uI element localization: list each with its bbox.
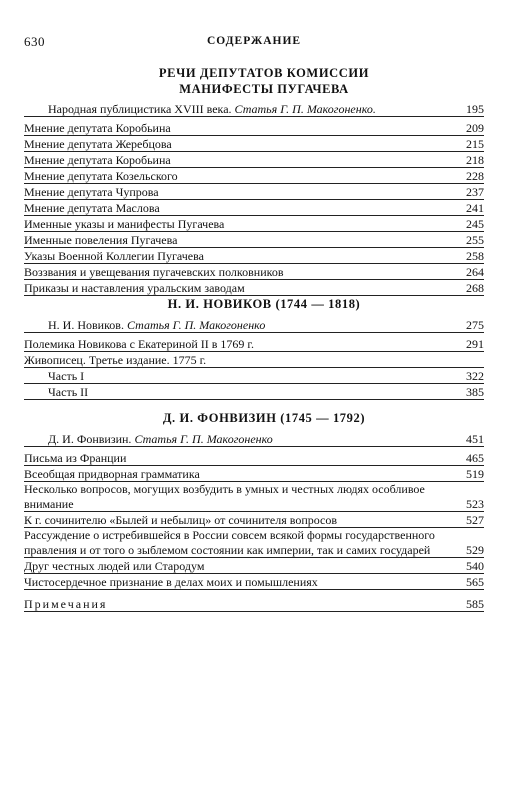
entry-page: 585	[466, 597, 484, 611]
toc-entry[interactable]	[24, 384, 484, 400]
toc-entry[interactable]	[24, 596, 484, 612]
entry-title: Народная публицистика XVIII века.	[48, 102, 232, 116]
toc-section-3	[24, 431, 484, 612]
section-title: Н. И. НОВИКОВ (1744 — 1818)	[167, 297, 361, 311]
entry-page: 565	[466, 575, 484, 589]
entry-title: Д. И. Фонвизин.	[48, 432, 132, 446]
entry-page: 523	[466, 497, 484, 511]
entry-title: Друг честных людей или Стародум	[24, 559, 205, 573]
entry-underline	[24, 116, 484, 117]
toc-entry[interactable]	[24, 528, 484, 558]
toc-entry[interactable]	[24, 512, 484, 528]
entry-title: Приказы и наставления уральским заводам	[24, 281, 245, 295]
running-head: СОДЕРЖАНИЕ	[206, 35, 302, 47]
entry-title: Воззвания и увещевания пугачевских полковников	[24, 265, 284, 279]
toc-entry[interactable]	[24, 168, 484, 184]
toc-entry[interactable]	[24, 152, 484, 168]
entry-page: 291	[466, 337, 484, 351]
toc-entry[interactable]	[24, 466, 484, 482]
entry-title: Часть I	[48, 369, 85, 383]
section-title: РЕЧИ ДЕПУТАТОВ КОМИССИИ	[158, 66, 370, 80]
entry-title: Указы Военной Коллегии Пугачева	[24, 249, 204, 263]
toc-entry[interactable]	[24, 317, 484, 333]
entry-page: 209	[466, 121, 484, 135]
entry-page: 465	[466, 451, 484, 465]
entry-page: 540	[466, 559, 484, 573]
entry-page: 245	[466, 217, 484, 231]
toc-entry[interactable]	[24, 216, 484, 232]
entry-page: 228	[466, 169, 484, 183]
entry-title: Мнение депутата Чупрова	[24, 185, 159, 199]
entry-page: 258	[466, 249, 484, 263]
entry-title: Мнение депутата Жеребцова	[24, 137, 172, 151]
entry-page: 195	[466, 102, 484, 116]
toc-entry[interactable]	[24, 352, 484, 368]
toc-entry[interactable]	[24, 368, 484, 384]
entry-title: Именные повеления Пугачева	[24, 233, 178, 247]
toc-entry[interactable]	[24, 336, 484, 352]
section-subtitle: МАНИФЕСТЫ ПУГАЧЕВА	[179, 82, 349, 96]
entry-title: Мнение депутата Козельского	[24, 169, 178, 183]
entry-title: Мнение депутата Коробьина	[24, 153, 171, 167]
toc-entry[interactable]	[24, 184, 484, 200]
toc-entry[interactable]	[24, 120, 484, 136]
entry-title: Рассуждение о истребившейся в России совсем всякой формы государственного правления и от того о зыблемом состоянии как империи, так и самих государей	[24, 528, 435, 557]
entry-title: Письма из Франции	[24, 451, 127, 465]
toc-entry[interactable]	[24, 232, 484, 248]
toc-entry[interactable]	[24, 200, 484, 216]
toc-entry[interactable]	[24, 264, 484, 280]
entry-author: Статья Г. П. Макогоненко	[126, 318, 266, 332]
toc-entry[interactable]	[24, 482, 484, 512]
entry-title: Часть II	[48, 385, 89, 399]
page-header	[24, 34, 484, 52]
toc-entry[interactable]	[24, 574, 484, 590]
entry-title: К г. сочинителю «Былей и небылиц» от сочинителя вопросов	[24, 513, 338, 527]
page-number: 630	[24, 34, 45, 49]
entry-page: 268	[466, 281, 484, 295]
toc-entry[interactable]	[24, 450, 484, 466]
entry-title: Именные указы и манифесты Пугачева	[24, 217, 225, 231]
entry-page: 451	[466, 432, 484, 446]
toc-entry[interactable]	[24, 280, 484, 296]
entry-page: 322	[466, 369, 484, 383]
entry-title: Несколько вопросов, могущих возбудить в умных и честных людях особливое внимание	[24, 482, 425, 511]
entry-title: Мнение депутата Коробьина	[24, 121, 171, 135]
entry-title: Полемика Новикова с Екатериной II в 1769 г.	[24, 337, 255, 351]
entry-author: Статья Г. П. Макогоненко	[134, 432, 273, 446]
entry-page: 519	[466, 467, 484, 481]
entry-page: 237	[466, 185, 484, 199]
toc-entry[interactable]	[24, 136, 484, 152]
toc-section-2	[24, 317, 484, 400]
entry-title: Примечания	[24, 597, 108, 611]
entry-title: Всеобщая придворная грамматика	[24, 467, 200, 481]
entry-page: 215	[466, 137, 484, 151]
toc-entry[interactable]	[24, 101, 484, 117]
entry-page: 264	[466, 265, 484, 279]
entry-page: 527	[466, 513, 484, 527]
entry-title: Н. И. Новиков.	[48, 318, 124, 332]
section-title: Д. И. ФОНВИЗИН (1745 — 1792)	[162, 411, 366, 425]
toc-entry[interactable]	[24, 248, 484, 264]
entry-page: 241	[466, 201, 484, 215]
entry-title: Чистосердечное признание в делах моих и помышлениях	[24, 575, 318, 589]
entry-page: 529	[466, 543, 484, 557]
entry-page: 275	[466, 318, 484, 332]
entry-title: Мнение депутата Маслова	[24, 201, 160, 215]
toc-section-1	[24, 101, 484, 296]
entry-author: Статья Г. П. Макогоненко.	[234, 102, 376, 116]
entry-title: Живописец. Третье издание. 1775 г.	[24, 353, 207, 367]
entry-page: 218	[466, 153, 484, 167]
toc-entry[interactable]	[24, 431, 484, 447]
toc-entry[interactable]	[24, 558, 484, 574]
entry-page: 385	[466, 385, 484, 399]
entry-page: 255	[466, 233, 484, 247]
